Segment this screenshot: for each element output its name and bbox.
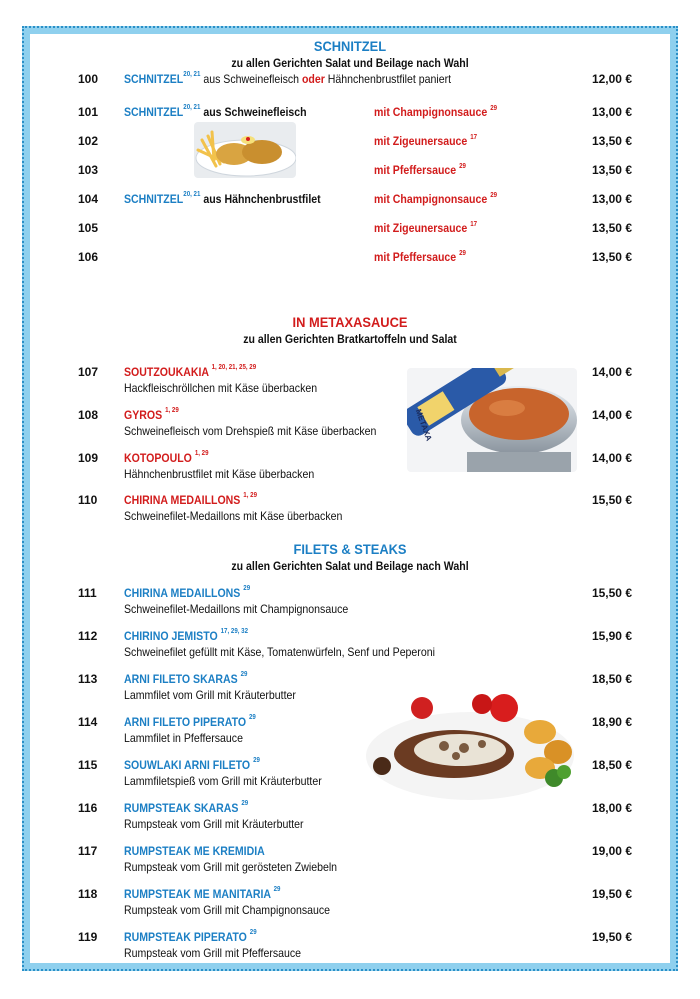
item-description: Schweinefilet-Medaillons mit Champignonsauce (124, 602, 349, 616)
schnitzel-photo (194, 122, 296, 178)
item-number: 103 (78, 163, 99, 177)
item-price: 15,50 € (591, 586, 632, 600)
steak-photo (364, 686, 576, 804)
item-sauce: mit Zigeunersauce $^{17}$ (374, 221, 478, 235)
item-price: 14,00 € (591, 408, 632, 422)
item-price: 13,50 € (591, 134, 632, 148)
item-name: RUMPSTEAK PIPERATO $^{29}$ (124, 929, 257, 944)
item-sauce: mit Pfeffersauce $^{29}$ (374, 250, 466, 264)
item-number: 113 (78, 672, 98, 686)
item-name: ARNI FILETO SKARAS $^{29}$ (124, 671, 248, 686)
item-name: SOUWLAKI ARNI FILETO $^{29}$ (124, 757, 260, 772)
section-title-filets: FILETS & STEAKS (293, 541, 407, 557)
item-number: 104 (78, 192, 99, 206)
item-price: 13,00 € (591, 192, 632, 206)
item-number: 112 (78, 629, 98, 643)
item-number: 101 (78, 105, 99, 119)
item-name: SCHNITZEL$^{20, 21}$ aus Schweinefleisch oder Hähnchenbrustfilet paniert (124, 71, 452, 86)
metaxa-photo (407, 368, 577, 472)
item-description: Lammfilet in Pfeffersauce (124, 731, 243, 745)
item-sauce: mit Pfeffersauce $^{29}$ (374, 163, 466, 177)
item-description: Lammfilet vom Grill mit Kräuterbutter (124, 688, 296, 702)
item-description: Hähnchenbrustfilet mit Käse überbacken (124, 467, 315, 481)
item-number: 117 (78, 844, 98, 858)
section-subtitle-schnitzel: zu allen Gerichten Salat und Beilage nach Wahl (231, 56, 469, 70)
item-sauce: mit Zigeunersauce $^{17}$ (374, 134, 478, 148)
section-title-metaxa: IN METAXASAUCE (292, 314, 408, 330)
item-name: SCHNITZEL$^{20, 21}$ aus Hähnchenbrustfilet (124, 191, 321, 206)
item-number: 118 (78, 887, 98, 901)
item-price: 12,00 € (591, 72, 632, 86)
item-price: 14,00 € (591, 365, 632, 379)
item-name: CHIRINO JEMISTO $^{17, 29, 32}$ (124, 628, 249, 643)
item-number: 110 (78, 493, 98, 507)
item-description: Rumpsteak vom Grill mit Champignonsauce (124, 903, 331, 917)
item-number: 116 (78, 801, 98, 815)
item-description: Rumpsteak vom Grill mit Kräuterbutter (124, 817, 304, 831)
item-price: 18,50 € (591, 758, 632, 772)
menu-border (22, 26, 678, 971)
item-price: 18,00 € (591, 801, 632, 815)
item-name: CHIRINA MEDAILLONS $^{29}$ (124, 585, 251, 600)
item-name: SOUTZOUKAKIA $^{1, 20, 21, 25, 29}$ (124, 364, 257, 379)
item-name: RUMPSTEAK ME KREMIDIA (124, 844, 265, 858)
item-description: Rumpsteak vom Grill mit gerösteten Zwiebeln (124, 860, 338, 874)
item-price: 13,50 € (591, 163, 632, 177)
item-number: 115 (78, 758, 98, 772)
item-price: 13,50 € (591, 250, 632, 264)
bottle-label: METAXA (413, 407, 434, 443)
item-price: 13,00 € (591, 105, 632, 119)
item-price: 18,90 € (591, 715, 632, 729)
item-price: 19,50 € (591, 930, 632, 944)
item-description: Lammfiletspieß vom Grill mit Kräuterbutter (124, 774, 322, 788)
item-number: 106 (78, 250, 99, 264)
item-price: 19,50 € (591, 887, 632, 901)
item-price: 18,50 € (591, 672, 632, 686)
item-number: 100 (78, 72, 99, 86)
item-name: ARNI FILETO PIPERATO $^{29}$ (124, 714, 256, 729)
item-price: 19,00 € (591, 844, 632, 858)
item-number: 109 (78, 451, 99, 465)
item-price: 15,90 € (591, 629, 632, 643)
item-description: Schweinefilet-Medaillons mit Käse überbacken (124, 509, 343, 523)
item-name: SCHNITZEL$^{20, 21}$ aus Schweinefleisch (124, 104, 307, 119)
item-name: CHIRINA MEDAILLONS $^{1, 29}$ (124, 492, 258, 507)
item-number: 105 (78, 221, 99, 235)
item-price: 13,50 € (591, 221, 632, 235)
item-name: GYROS $^{1, 29}$ (124, 407, 179, 422)
item-description: Hackfleischröllchen mit Käse überbacken (124, 381, 318, 395)
item-number: 114 (78, 715, 98, 729)
item-sauce: mit Champignonsauce $^{29}$ (374, 105, 498, 119)
item-name: RUMPSTEAK SKARAS $^{29}$ (124, 800, 249, 815)
item-name: KOTOPOULO $^{1, 29}$ (124, 450, 209, 465)
item-number: 108 (78, 408, 99, 422)
item-description: Schweinefilet gefüllt mit Käse, Tomatenwürfeln, Senf und Peperoni (124, 645, 435, 659)
section-subtitle-metaxa: zu allen Gerichten Bratkartoffeln und Salat (243, 332, 457, 346)
section-subtitle-filets: zu allen Gerichten Salat und Beilage nach Wahl (231, 559, 469, 573)
item-price: 14,00 € (591, 451, 632, 465)
item-name: RUMPSTEAK ME MANITARIA $^{29}$ (124, 886, 281, 901)
section-title-schnitzel: SCHNITZEL (313, 38, 387, 54)
item-number: 107 (78, 365, 99, 379)
item-number: 111 (78, 586, 97, 600)
item-description: Rumpsteak vom Grill mit Pfeffersauce (124, 946, 302, 960)
item-description: Schweinefleisch vom Drehspieß mit Käse überbacken (124, 424, 377, 438)
item-price: 15,50 € (591, 493, 632, 507)
item-number: 102 (78, 134, 99, 148)
item-number: 119 (78, 930, 98, 944)
item-sauce: mit Champignonsauce $^{29}$ (374, 192, 498, 206)
